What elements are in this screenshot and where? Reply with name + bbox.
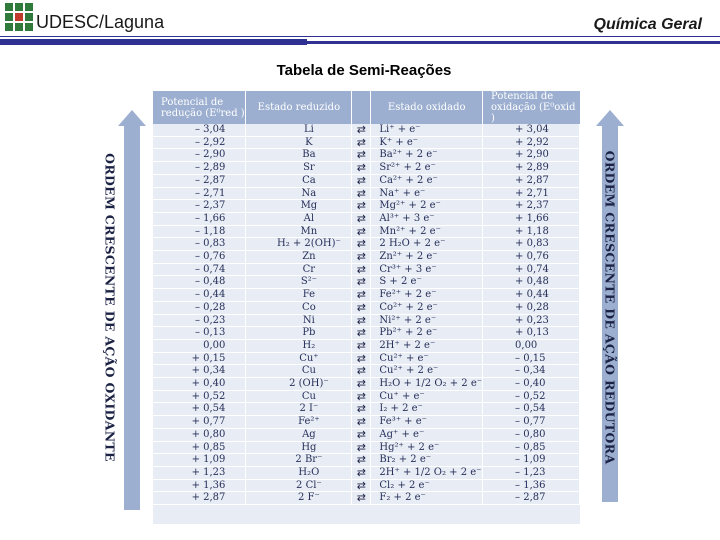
reduced-state-cell: Sr xyxy=(246,162,352,175)
oxidized-state-cell: Li⁺ + e⁻ xyxy=(371,124,483,136)
oxidation-potential-cell: – 0,15 xyxy=(483,352,580,365)
equilibrium-arrow-icon: ⇄ xyxy=(352,187,371,200)
equilibrium-arrow-icon: ⇄ xyxy=(352,492,371,505)
oxidation-potential-cell: – 0,40 xyxy=(483,378,580,391)
oxidation-potential-cell: + 0,74 xyxy=(483,263,580,276)
table-row xyxy=(153,276,580,289)
reduction-potential-cell: – 2,87 xyxy=(153,174,246,187)
reduction-potential-cell: + 1,09 xyxy=(153,454,246,467)
reduction-potential-cell: – 0,48 xyxy=(153,276,246,289)
oxidized-state-cell: Co²⁺ + 2 e⁻ xyxy=(371,301,483,314)
table-row xyxy=(153,136,580,149)
table-row xyxy=(153,200,580,213)
oxidation-potential-cell: – 0,80 xyxy=(483,428,580,441)
reduction-potential-cell: – 1,18 xyxy=(153,225,246,238)
equilibrium-arrow-icon: ⇄ xyxy=(352,174,371,187)
oxidation-potential-cell: + 0,13 xyxy=(483,327,580,340)
oxidized-state-cell: Cu⁺ + e⁻ xyxy=(371,390,483,403)
oxidized-state-cell: Fe³⁺ + e⁻ xyxy=(371,416,483,429)
header-divider-thin xyxy=(0,36,720,37)
reduction-potential-cell: + 0,34 xyxy=(153,365,246,378)
oxidation-potential-cell: – 2,87 xyxy=(483,492,580,505)
equilibrium-arrow-icon: ⇄ xyxy=(352,136,371,149)
oxidized-state-cell: Fe²⁺ + 2 e⁻ xyxy=(371,289,483,302)
oxidation-potential-cell: + 2,89 xyxy=(483,162,580,175)
oxidation-potential-cell: + 0,48 xyxy=(483,276,580,289)
oxidized-state-cell: Cu²⁺ + e⁻ xyxy=(371,352,483,365)
equilibrium-arrow-icon: ⇄ xyxy=(352,479,371,492)
reduction-potential-cell: – 2,37 xyxy=(153,200,246,213)
equilibrium-arrow-icon: ⇄ xyxy=(352,454,371,467)
equilibrium-arrow-icon: ⇄ xyxy=(352,301,371,314)
reduced-state-cell: 2 I⁻ xyxy=(246,403,352,416)
oxidized-state-cell: 2 H₂O + 2 e⁻ xyxy=(371,238,483,251)
oxidation-potential-cell: + 0,44 xyxy=(483,289,580,302)
oxidation-potential-cell: – 0,52 xyxy=(483,390,580,403)
oxidation-potential-cell: – 1,36 xyxy=(483,479,580,492)
oxidized-state-cell: Zn²⁺ + 2 e⁻ xyxy=(371,251,483,264)
reduced-state-cell: Mg xyxy=(246,200,352,213)
reduced-state-cell: Ni xyxy=(246,314,352,327)
reduced-state-cell: H₂ + 2(OH)⁻ xyxy=(246,238,352,251)
reduction-potential-cell: – 0,13 xyxy=(153,327,246,340)
course-title: Química Geral xyxy=(593,16,702,33)
oxidation-potential-cell: + 2,37 xyxy=(483,200,580,213)
reduced-state-cell: Na xyxy=(246,187,352,200)
equilibrium-arrow-icon: ⇄ xyxy=(352,212,371,225)
udesc-logo-icon xyxy=(4,2,34,32)
oxidized-state-cell: Pb²⁺ + 2 e⁻ xyxy=(371,327,483,340)
oxidation-potential-cell: – 1,09 xyxy=(483,454,580,467)
reduction-potential-cell: – 2,89 xyxy=(153,162,246,175)
reduction-potential-cell: + 2,87 xyxy=(153,492,246,505)
reduced-state-cell: Ca xyxy=(246,174,352,187)
table-row xyxy=(153,327,580,340)
equilibrium-arrow-icon: ⇄ xyxy=(352,124,371,136)
reduced-state-cell: S²⁻ xyxy=(246,276,352,289)
equilibrium-arrow-icon: ⇄ xyxy=(352,251,371,264)
reduction-potential-cell: – 2,92 xyxy=(153,136,246,149)
oxidized-state-cell: Na⁺ + e⁻ xyxy=(371,187,483,200)
reduction-potential-cell: – 0,74 xyxy=(153,263,246,276)
header-divider-thick xyxy=(0,39,307,45)
oxidation-potential-cell: + 1,66 xyxy=(483,212,580,225)
reduced-state-cell: Ag xyxy=(246,428,352,441)
left-arrow-label: ORDEM CRESCENTE DE AÇÃO OXIDANTE xyxy=(102,153,118,462)
reduced-state-cell: Cu⁺ xyxy=(246,352,352,365)
equilibrium-arrow-icon: ⇄ xyxy=(352,225,371,238)
table-row xyxy=(153,251,580,264)
reduced-state-cell: Fe²⁺ xyxy=(246,416,352,429)
reduced-state-cell: 2 Br⁻ xyxy=(246,454,352,467)
header-reduction-potential xyxy=(153,91,246,124)
oxidized-state-cell: Mg²⁺ + 2 e⁻ xyxy=(371,200,483,213)
oxidized-state-cell: Sr²⁺ + 2 e⁻ xyxy=(371,162,483,175)
reduction-potential-cell: + 0,52 xyxy=(153,390,246,403)
oxidized-state-cell: Hg²⁺ + 2 e⁻ xyxy=(371,441,483,454)
reduction-potential-cell: – 0,76 xyxy=(153,251,246,264)
oxidation-potential-cell: 0,00 xyxy=(483,339,580,352)
table-row xyxy=(153,416,580,429)
equilibrium-arrow-icon: ⇄ xyxy=(352,365,371,378)
reduction-potential-cell: + 0,54 xyxy=(153,403,246,416)
reduced-state-cell: H₂ xyxy=(246,339,352,352)
oxidized-state-cell: Cr³⁺ + 3 e⁻ xyxy=(371,263,483,276)
table-row xyxy=(153,492,580,505)
header-oxidation-potential xyxy=(483,91,580,124)
table-row xyxy=(153,289,580,302)
table-row xyxy=(153,339,580,352)
oxidation-potential-cell: + 3,04 xyxy=(483,124,580,136)
table-row xyxy=(153,225,580,238)
table-row xyxy=(153,466,580,479)
header-oxidized-state: Estado oxidado xyxy=(371,91,483,124)
reduction-potential-cell: + 0,85 xyxy=(153,441,246,454)
oxidized-state-cell: Cu²⁺ + 2 e⁻ xyxy=(371,365,483,378)
equilibrium-arrow-icon: ⇄ xyxy=(352,200,371,213)
left-up-arrow-icon xyxy=(118,110,146,510)
oxidation-potential-cell: + 0,83 xyxy=(483,238,580,251)
equilibrium-arrow-icon: ⇄ xyxy=(352,339,371,352)
half-reaction-table xyxy=(153,91,580,524)
table-row xyxy=(153,238,580,251)
oxidation-potential-cell: – 0,54 xyxy=(483,403,580,416)
oxidized-state-cell: I₂ + 2 e⁻ xyxy=(371,403,483,416)
oxidized-state-cell: Ca²⁺ + 2 e⁻ xyxy=(371,174,483,187)
reduction-potential-cell: 0,00 xyxy=(153,339,246,352)
oxidation-potential-cell: + 1,18 xyxy=(483,225,580,238)
equilibrium-arrow-icon: ⇄ xyxy=(352,289,371,302)
table-header-row xyxy=(153,91,580,124)
equilibrium-arrow-icon: ⇄ xyxy=(352,327,371,340)
equilibrium-arrow-icon: ⇄ xyxy=(352,416,371,429)
table-row xyxy=(153,162,580,175)
oxidation-potential-cell: + 2,71 xyxy=(483,187,580,200)
oxidation-potential-cell: + 0,28 xyxy=(483,301,580,314)
oxidized-state-cell: F₂ + 2 e⁻ xyxy=(371,492,483,505)
equilibrium-arrow-icon: ⇄ xyxy=(352,276,371,289)
reduction-potential-cell: + 0,40 xyxy=(153,378,246,391)
oxidized-state-cell: Ba²⁺ + 2 e⁻ xyxy=(371,149,483,162)
oxidized-state-cell: Cl₂ + 2 e⁻ xyxy=(371,479,483,492)
reduction-potential-cell: – 0,23 xyxy=(153,314,246,327)
header-line: Potencial de xyxy=(491,91,554,102)
reduced-state-cell: Mn xyxy=(246,225,352,238)
equilibrium-arrow-icon: ⇄ xyxy=(352,314,371,327)
reduced-state-cell: Zn xyxy=(246,251,352,264)
reduced-state-cell: 2 Cl⁻ xyxy=(246,479,352,492)
table-row xyxy=(153,352,580,365)
oxidation-potential-cell: + 0,23 xyxy=(483,314,580,327)
reduction-potential-cell: – 3,04 xyxy=(153,124,246,136)
equilibrium-arrow-icon: ⇄ xyxy=(352,238,371,251)
oxidized-state-cell: 2H⁺ + 1/2 O₂ + 2 e⁻ xyxy=(371,466,483,479)
table-row xyxy=(153,365,580,378)
reduction-potential-cell: – 1,66 xyxy=(153,212,246,225)
table-row xyxy=(153,390,580,403)
table-row xyxy=(153,187,580,200)
reduced-state-cell: K xyxy=(246,136,352,149)
reduced-state-cell: Cu xyxy=(246,390,352,403)
equilibrium-arrow-icon: ⇄ xyxy=(352,403,371,416)
header-reduced-state: Estado reduzido xyxy=(246,91,352,124)
reduced-state-cell: 2 F⁻ xyxy=(246,492,352,505)
equilibrium-arrow-icon: ⇄ xyxy=(352,149,371,162)
oxidation-potential-cell: – 0,77 xyxy=(483,416,580,429)
oxidized-state-cell: S + 2 e⁻ xyxy=(371,276,483,289)
oxidized-state-cell: Ni²⁺ + 2 e⁻ xyxy=(371,314,483,327)
equilibrium-arrow-icon: ⇄ xyxy=(352,378,371,391)
reduced-state-cell: Co xyxy=(246,301,352,314)
table-row xyxy=(153,174,580,187)
oxidation-potential-cell: – 1,23 xyxy=(483,466,580,479)
oxidized-state-cell: Mn²⁺ + 2 e⁻ xyxy=(371,225,483,238)
header-line: Potencial de xyxy=(161,96,224,108)
header-arrow-col xyxy=(352,91,371,124)
table-row xyxy=(153,428,580,441)
page-title: Tabela de Semi-Reações xyxy=(276,62,452,79)
reduction-potential-cell: – 0,83 xyxy=(153,238,246,251)
equilibrium-arrow-icon: ⇄ xyxy=(352,441,371,454)
reduced-state-cell: Li xyxy=(246,124,352,136)
reduction-potential-cell: – 0,44 xyxy=(153,289,246,302)
reduced-state-cell: Cu xyxy=(246,365,352,378)
reduction-potential-cell: – 2,90 xyxy=(153,149,246,162)
reduction-potential-cell: + 1,23 xyxy=(153,466,246,479)
equilibrium-arrow-icon: ⇄ xyxy=(352,263,371,276)
oxidized-state-cell: 2H⁺ + 2 e⁻ xyxy=(371,339,483,352)
reduction-potential-cell: – 2,71 xyxy=(153,187,246,200)
table-row xyxy=(153,149,580,162)
equilibrium-arrow-icon: ⇄ xyxy=(352,390,371,403)
table-row xyxy=(153,263,580,276)
table-row xyxy=(153,479,580,492)
oxidized-state-cell: H₂O + 1/2 O₂ + 2 e⁻ xyxy=(371,378,483,391)
oxidation-potential-cell: – 0,34 xyxy=(483,365,580,378)
reduction-potential-cell: + 0,77 xyxy=(153,416,246,429)
oxidized-state-cell: Ag⁺ + e⁻ xyxy=(371,428,483,441)
reduced-state-cell: 2 (OH)⁻ xyxy=(246,378,352,391)
reduced-state-cell: H₂O xyxy=(246,466,352,479)
reduction-potential-cell: + 1,36 xyxy=(153,479,246,492)
equilibrium-arrow-icon: ⇄ xyxy=(352,162,371,175)
oxidation-potential-cell: + 2,92 xyxy=(483,136,580,149)
header-divider-tail xyxy=(307,41,720,44)
table-row xyxy=(153,314,580,327)
header-line: redução (E⁰red ) xyxy=(161,107,245,119)
table-row xyxy=(153,378,580,391)
equilibrium-arrow-icon: ⇄ xyxy=(352,466,371,479)
oxidized-state-cell: Br₂ + 2 e⁻ xyxy=(371,454,483,467)
brand-name: UDESC/Laguna xyxy=(36,12,165,32)
reduced-state-cell: Al xyxy=(246,212,352,225)
equilibrium-arrow-icon: ⇄ xyxy=(352,352,371,365)
table-row xyxy=(153,212,580,225)
reduced-state-cell: Cr xyxy=(246,263,352,276)
table-row xyxy=(153,454,580,467)
reduction-potential-cell: – 0,28 xyxy=(153,301,246,314)
oxidation-potential-cell: + 0,76 xyxy=(483,251,580,264)
right-arrow-label: ORDEM CRESCENTE DE AÇÃO REDUTORA xyxy=(602,150,618,465)
table-row xyxy=(153,124,580,136)
table-row xyxy=(153,301,580,314)
reduction-potential-cell: + 0,80 xyxy=(153,428,246,441)
oxidized-state-cell: Al³⁺ + 3 e⁻ xyxy=(371,212,483,225)
table-row xyxy=(153,403,580,416)
reduced-state-cell: Hg xyxy=(246,441,352,454)
oxidation-potential-cell: + 2,90 xyxy=(483,149,580,162)
oxidation-potential-cell: – 0,85 xyxy=(483,441,580,454)
oxidized-state-cell: K⁺ + e⁻ xyxy=(371,136,483,149)
reduced-state-cell: Pb xyxy=(246,327,352,340)
reduced-state-cell: Ba xyxy=(246,149,352,162)
reduced-state-cell: Fe xyxy=(246,289,352,302)
equilibrium-arrow-icon: ⇄ xyxy=(352,428,371,441)
header-line: oxidação (E⁰oxid ) xyxy=(491,102,576,124)
oxidation-potential-cell: + 2,87 xyxy=(483,174,580,187)
table-row xyxy=(153,441,580,454)
reduction-potential-cell: + 0,15 xyxy=(153,352,246,365)
